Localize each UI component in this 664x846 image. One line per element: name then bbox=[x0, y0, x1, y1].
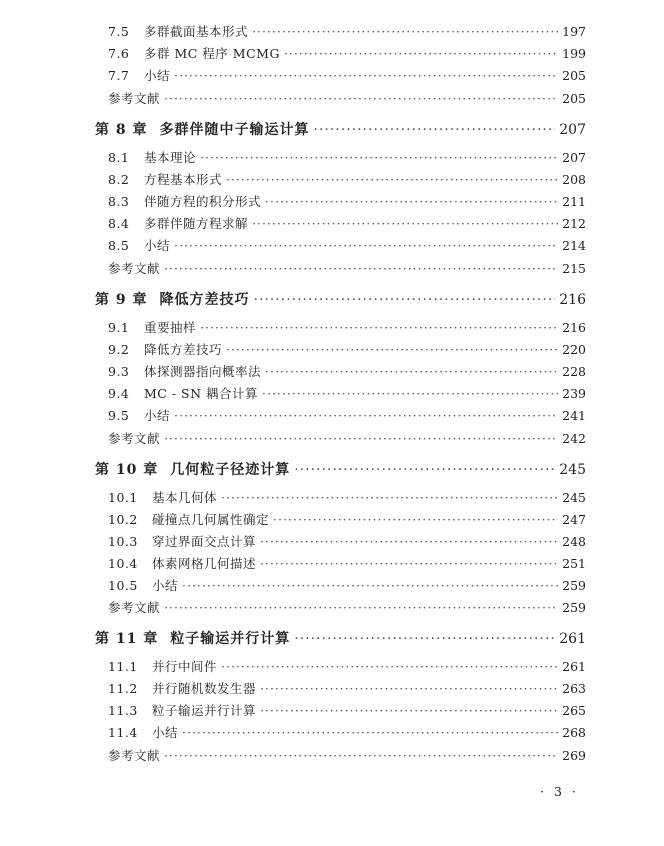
section-number: 11.1 bbox=[108, 659, 138, 674]
dot-leader bbox=[164, 600, 558, 615]
page-ref: 261 bbox=[559, 631, 586, 647]
page-ref: 228 bbox=[562, 364, 586, 379]
section-title: 小结 bbox=[152, 725, 179, 740]
page-ref: 248 bbox=[562, 534, 586, 549]
dot-leader bbox=[164, 431, 558, 446]
page-ref: 245 bbox=[562, 490, 586, 505]
page-ref: 205 bbox=[562, 91, 586, 106]
dot-leader bbox=[260, 534, 558, 549]
chapter-number: 第 8 章 bbox=[95, 122, 148, 138]
toc-references-entry bbox=[108, 89, 586, 107]
chapter-title: 几何粒子径迹计算 bbox=[170, 462, 291, 478]
toc-section-entry bbox=[108, 170, 586, 188]
toc-references-entry bbox=[108, 429, 586, 447]
section-title: 并行随机数发生器 bbox=[152, 681, 257, 696]
section-title: 小结 bbox=[152, 578, 179, 593]
dot-leader bbox=[273, 512, 558, 527]
dot-leader bbox=[182, 725, 558, 740]
chapter-title: 多群伴随中子输运计算 bbox=[159, 122, 310, 138]
section-title: MC - SN 耦合计算 bbox=[144, 386, 259, 401]
dot-leader bbox=[174, 238, 558, 253]
dot-leader bbox=[164, 91, 558, 106]
section-title: 伴随方程的积分形式 bbox=[144, 194, 262, 209]
toc-section-entry bbox=[108, 236, 586, 254]
page-ref: 199 bbox=[562, 46, 586, 61]
dot-leader bbox=[260, 703, 558, 718]
chapter-title: 粒子输运并行计算 bbox=[170, 631, 291, 647]
section-title: 粒子输运并行计算 bbox=[152, 703, 257, 718]
page-ref: 245 bbox=[559, 462, 586, 478]
dot-leader bbox=[164, 261, 558, 276]
dot-leader bbox=[221, 490, 558, 505]
chapter-number: 第 11 章 bbox=[95, 631, 159, 647]
section-title: 参考文献 bbox=[108, 748, 161, 763]
page-ref: 211 bbox=[562, 194, 586, 209]
section-number: 8.5 bbox=[108, 238, 130, 253]
section-title: 降低方差技巧 bbox=[144, 342, 223, 357]
section-title: 多群伴随方程求解 bbox=[144, 216, 249, 231]
page-ref: 205 bbox=[562, 68, 586, 83]
toc-section-entry bbox=[108, 657, 586, 675]
dot-leader bbox=[182, 578, 558, 593]
section-number: 10.2 bbox=[108, 512, 138, 527]
section-number: 9.1 bbox=[108, 320, 130, 335]
dot-leader bbox=[164, 748, 558, 763]
dot-leader bbox=[284, 46, 558, 61]
page-ref: 269 bbox=[562, 748, 586, 763]
page-ref: 239 bbox=[562, 386, 586, 401]
toc-section-entry bbox=[108, 554, 586, 572]
section-number: 8.1 bbox=[108, 150, 130, 165]
section-number: 10.3 bbox=[108, 534, 138, 549]
section-number: 11.2 bbox=[108, 681, 138, 696]
toc-section-entry bbox=[108, 44, 586, 62]
page-ref: 214 bbox=[562, 238, 586, 253]
section-title: 参考文献 bbox=[108, 431, 161, 446]
section-title: 参考文献 bbox=[108, 600, 161, 615]
chapter-number: 第 9 章 bbox=[95, 292, 148, 308]
page-ref: 208 bbox=[562, 172, 586, 187]
toc-references-entry bbox=[108, 746, 586, 764]
toc-section-entry bbox=[108, 362, 586, 380]
toc-section-entry bbox=[108, 406, 586, 424]
page-ref: 216 bbox=[562, 320, 586, 335]
section-number: 11.3 bbox=[108, 703, 138, 718]
toc-chapter-entry bbox=[95, 119, 586, 139]
section-title: 基本理论 bbox=[144, 150, 197, 165]
section-title: 小结 bbox=[144, 408, 171, 423]
section-title: 并行中间件 bbox=[152, 659, 218, 674]
section-title: 穿过界面交点计算 bbox=[152, 534, 257, 549]
page-ref: 247 bbox=[562, 512, 586, 527]
page-ref: 268 bbox=[562, 725, 586, 740]
section-title: 方程基本形式 bbox=[144, 172, 223, 187]
page-ref: 251 bbox=[562, 556, 586, 571]
toc-references-entry bbox=[108, 259, 586, 277]
page-ref: 259 bbox=[562, 600, 586, 615]
section-number: 11.4 bbox=[108, 725, 138, 740]
chapter-title: 降低方差技巧 bbox=[159, 292, 250, 308]
dot-leader bbox=[174, 68, 558, 83]
toc-section-entry bbox=[108, 723, 586, 741]
section-title: 多群 MC 程序 MCMG bbox=[144, 46, 280, 61]
toc-section-entry bbox=[108, 510, 586, 528]
section-title: 重要抽样 bbox=[144, 320, 197, 335]
section-number: 8.3 bbox=[108, 194, 130, 209]
section-title: 基本几何体 bbox=[152, 490, 218, 505]
toc-section-entry bbox=[108, 384, 586, 402]
section-number: 9.5 bbox=[108, 408, 130, 423]
toc-section-entry bbox=[108, 66, 586, 84]
page-ref: 207 bbox=[559, 122, 586, 138]
section-number: 7.7 bbox=[108, 68, 130, 83]
chapter-number: 第 10 章 bbox=[95, 462, 159, 478]
section-number: 9.2 bbox=[108, 342, 130, 357]
section-title: 碰撞点几何属性确定 bbox=[152, 512, 270, 527]
toc-chapter-entry bbox=[95, 628, 586, 648]
section-title: 体素网格几何描述 bbox=[152, 556, 257, 571]
section-number: 9.4 bbox=[108, 386, 130, 401]
section-number: 10.5 bbox=[108, 578, 138, 593]
page-ref: 265 bbox=[562, 703, 586, 718]
dot-leader bbox=[260, 681, 558, 696]
dot-leader bbox=[252, 216, 558, 231]
dot-leader bbox=[314, 122, 556, 138]
toc-section-entry bbox=[108, 576, 586, 594]
toc-section-entry bbox=[108, 340, 586, 358]
dot-leader bbox=[221, 659, 558, 674]
section-title: 参考文献 bbox=[108, 91, 161, 106]
page-ref: 261 bbox=[562, 659, 586, 674]
section-title: 参考文献 bbox=[108, 261, 161, 276]
section-title: 多群截面基本形式 bbox=[144, 24, 249, 39]
toc-chapter-entry bbox=[95, 459, 586, 479]
toc-chapter-entry bbox=[95, 289, 586, 309]
toc-section-entry bbox=[108, 701, 586, 719]
dot-leader bbox=[265, 194, 558, 209]
toc-section-entry bbox=[108, 318, 586, 336]
section-number: 7.5 bbox=[108, 24, 130, 39]
section-number: 7.6 bbox=[108, 46, 130, 61]
toc-section-entry bbox=[108, 532, 586, 550]
dot-leader bbox=[294, 462, 555, 478]
dot-leader bbox=[226, 172, 558, 187]
page-ref: 220 bbox=[562, 342, 586, 357]
dot-leader bbox=[200, 320, 558, 335]
page-ref: 207 bbox=[562, 150, 586, 165]
section-number: 10.4 bbox=[108, 556, 138, 571]
dot-leader bbox=[254, 292, 556, 308]
section-title: 小结 bbox=[144, 68, 171, 83]
toc-section-entry bbox=[108, 488, 586, 506]
toc-section-entry bbox=[108, 192, 586, 210]
section-number: 8.2 bbox=[108, 172, 130, 187]
page-ref: 259 bbox=[562, 578, 586, 593]
page-ref: 197 bbox=[562, 24, 586, 39]
toc-section-entry bbox=[108, 22, 586, 40]
section-number: 8.4 bbox=[108, 216, 130, 231]
dot-leader bbox=[260, 556, 558, 571]
toc-section-entry bbox=[108, 214, 586, 232]
page-ref: 242 bbox=[562, 431, 586, 446]
dot-leader bbox=[226, 342, 558, 357]
section-title: 小结 bbox=[144, 238, 171, 253]
section-number: 9.3 bbox=[108, 364, 130, 379]
page-number: · 3 · bbox=[540, 784, 579, 799]
dot-leader bbox=[174, 408, 558, 423]
dot-leader bbox=[265, 364, 558, 379]
section-number: 10.1 bbox=[108, 490, 138, 505]
toc-section-entry bbox=[108, 148, 586, 166]
page-ref: 212 bbox=[562, 216, 586, 231]
dot-leader bbox=[262, 386, 558, 401]
page-ref: 216 bbox=[559, 292, 586, 308]
dot-leader bbox=[294, 631, 555, 647]
page-ref: 241 bbox=[562, 408, 586, 423]
section-title: 体探测器指向概率法 bbox=[144, 364, 262, 379]
page-ref: 263 bbox=[562, 681, 586, 696]
page-ref: 215 bbox=[562, 261, 586, 276]
dot-leader bbox=[252, 24, 558, 39]
toc-references-entry bbox=[108, 598, 586, 616]
toc-section-entry bbox=[108, 679, 586, 697]
dot-leader bbox=[200, 150, 558, 165]
